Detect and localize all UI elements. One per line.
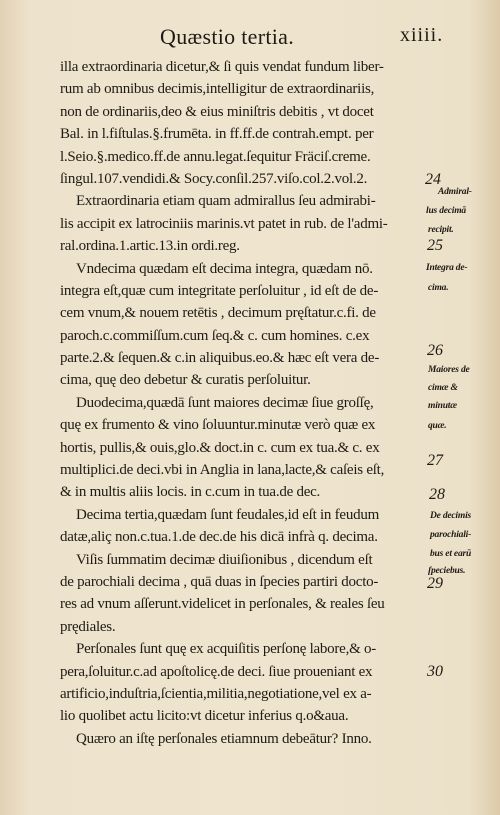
text-line: de parochiali decima , quā duas in ſpecies partiri docto- bbox=[60, 573, 379, 590]
text-line: ſingul.107.vendidi.& Socy.conſil.257.viſo.col.2.vol.2. bbox=[60, 170, 368, 187]
margin-note: Admiral- bbox=[438, 187, 472, 197]
margin-note: quæ. bbox=[428, 421, 447, 431]
margin-number: 27 bbox=[427, 452, 443, 469]
margin-note: cimæ & bbox=[428, 383, 458, 393]
text-line: Quæro an iſtę perſonales etiamnum debeātur? Inno. bbox=[76, 730, 372, 747]
margin-note: lus decimā bbox=[426, 206, 466, 216]
margin-note: Integra de- bbox=[426, 263, 468, 273]
text-line: pera,ſoluitur.c.ad apoſtolicę.de deci. ſiue proueniant ex bbox=[60, 663, 373, 680]
text-line: hortis, pullis,& ouis,glo.& doct.in c. cum ex tua.& c. ex bbox=[60, 439, 380, 456]
text-line: Viſis ſummatim decimæ diuiſionibus , dicendum eſt bbox=[76, 551, 373, 568]
margin-number: 30 bbox=[427, 663, 443, 680]
margin-number: 24 bbox=[425, 171, 441, 188]
margin-note: ſpeciebus. bbox=[428, 566, 466, 576]
margin-number: 28 bbox=[429, 486, 445, 503]
text-line: l.Seio.§.medico.ff.de annu.legat.ſequitur Fräciſ.creme. bbox=[60, 148, 371, 165]
text-line: Vndecima quædam eſt decima integra, quædam nō. bbox=[76, 260, 373, 277]
text-line: multiplici.de deci.vbi in Anglia in lana,lacte,& caſeis eſt, bbox=[60, 462, 385, 479]
text-line: lis accipit ex latrociniis marinis.vt patet in rub. de l'admi- bbox=[60, 215, 388, 232]
text-line: parte.2.& ſequen.& c.in aliquibus.eo.& hæc eſt vera de- bbox=[60, 350, 380, 367]
margin-note: bus et earū bbox=[430, 549, 472, 559]
text-line: paroch.c.commiſſum.cum ſeq.& c. cum homines. c.ex bbox=[60, 327, 370, 344]
text-line: Bal. in l.fiſtulas.§.frumēta. in ff.ff.de contrah.empt. per bbox=[60, 126, 374, 143]
text-line: illa extraordinaria dicetur,& ſi quis vendat fundum liber- bbox=[60, 59, 384, 75]
margin-note: parochiali- bbox=[430, 530, 472, 540]
text-line: integra eſt,quæ cum integritate perſoluitur , id eſt de de- bbox=[60, 282, 379, 299]
text-line: prędiales. bbox=[60, 618, 116, 635]
text-line: datæ,aliç non.c.tua.1.de dec.de his dicā infrà q. decima. bbox=[60, 529, 378, 546]
margin-number: 29 bbox=[427, 575, 443, 592]
text-line: ral.ordina.1.artic.13.in ordi.reg. bbox=[60, 238, 240, 255]
text-line: cima, quę deo debetur & curatis perſoluitur. bbox=[60, 372, 311, 389]
running-head-title: Quæstio tertia. bbox=[160, 24, 295, 49]
main-text-block bbox=[60, 56, 430, 750]
text-line: & in multis aliis locis. in c.cum in tua.de dec. bbox=[60, 484, 321, 501]
margin-note: Maiores de bbox=[428, 365, 470, 375]
margin-note: recipit. bbox=[428, 225, 454, 235]
margin-note: De decimis bbox=[430, 511, 472, 521]
margin-number: 25 bbox=[427, 237, 443, 254]
text-line: cem vnum,& nouem retētis , decimum pręſtatur.c.fi. de bbox=[60, 305, 376, 322]
folio-number: xiiii. bbox=[400, 24, 444, 46]
text-line: Decima tertia,quædam ſunt feudales,id eſt in feudum bbox=[76, 506, 379, 523]
text-line: Duodecima,quædā ſunt maiores decimæ ſiue groſſę, bbox=[76, 394, 374, 411]
text-line: quę ex frumento & vino ſoluuntur.minutæ verò quæ ex bbox=[60, 417, 376, 434]
text-line: artificio,induſtria,ſcientia,militia,negotiatione,vel ex a- bbox=[60, 685, 372, 702]
text-line: lio quolibet actu licito:vt dicetur inferius q.o&aua. bbox=[60, 708, 349, 725]
margin-number: 26 bbox=[427, 342, 443, 359]
margin-note: minutæ bbox=[428, 401, 457, 411]
text-line: non de ordinariis,deo & eius miniſtris debitis , vt docet bbox=[60, 103, 374, 120]
text-line: res ad vnum aſſerunt.videlicet in perſonales, & reales ſeu bbox=[60, 596, 385, 613]
text-line: Perſonales ſunt quę ex acquiſitis perſonę labore,& o- bbox=[76, 641, 376, 658]
text-line: Extraordinaria etiam quam admirallus ſeu admirabi- bbox=[76, 193, 376, 210]
text-line: rum ab omnibus decimis,intelligitur de extraordinariis, bbox=[60, 81, 375, 98]
margin-note: cima. bbox=[428, 283, 449, 293]
